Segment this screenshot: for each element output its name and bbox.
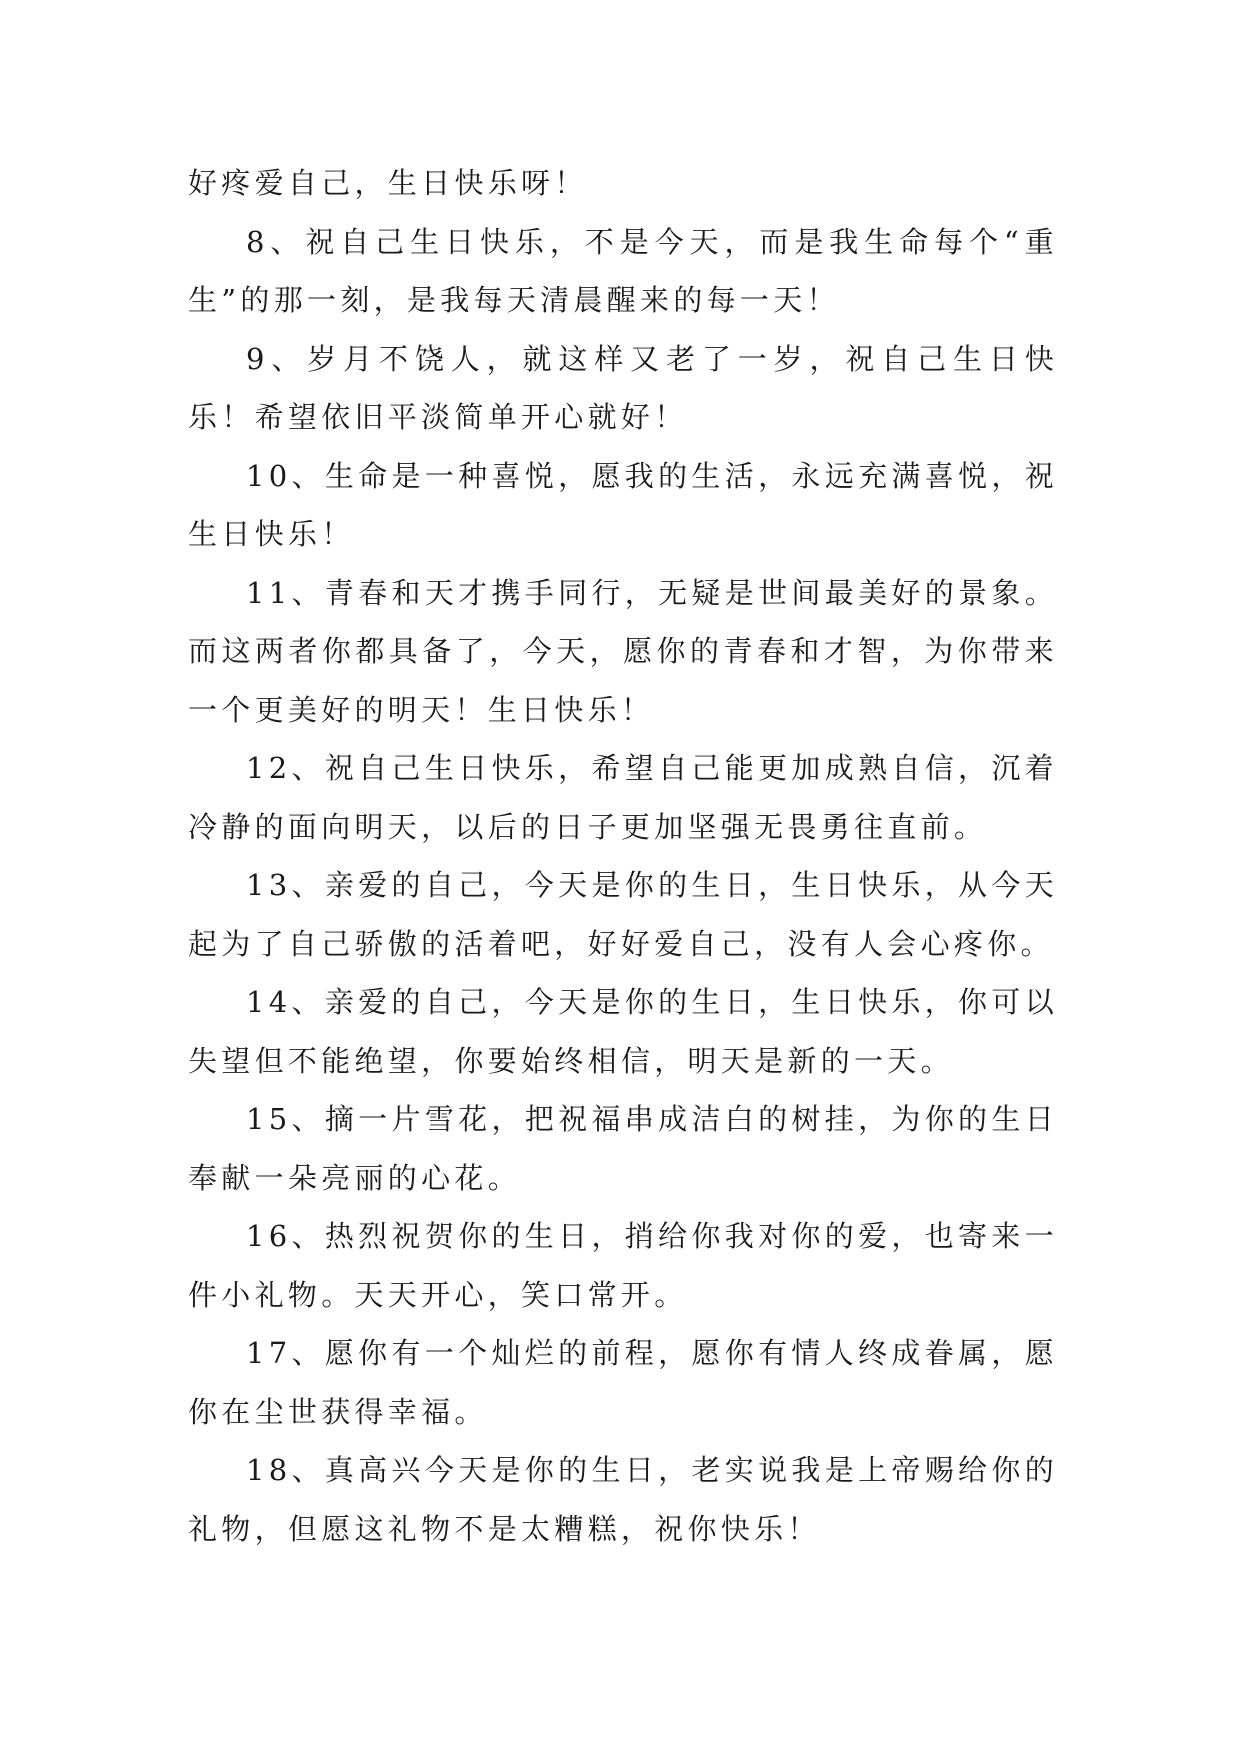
paragraph-continuation: 好疼爱自己，生日快乐呀！ — [188, 166, 588, 200]
paragraph-wish-8: 8、祝自己生日快乐，不是今天，而是我生命每个“重生”的那一刻，是我每天清晨醒来的每一天！ — [188, 224, 1058, 317]
paragraph-wish-15: 15、摘一片雪花，把祝福串成洁白的树挂，为你的生日奉献一朵亮丽的心花。 — [188, 1102, 1058, 1195]
paragraph-wish-10: 10、生命是一种喜悦，愿我的生活，永远充满喜悦，祝生日快乐！ — [188, 458, 1058, 551]
paragraph-wish-13: 13、亲爱的自己，今天是你的生日，生日快乐，从今天起为了自己骄傲的活着吧，好好爱自己，没有人会心疼你。 — [188, 868, 1058, 961]
paragraph-wish-17: 17、愿你有一个灿烂的前程，愿你有情人终成眷属，愿你在尘世获得幸福。 — [188, 1336, 1058, 1429]
paragraph-wish-14: 14、亲爱的自己，今天是你的生日，生日快乐，你可以失望但不能绝望，你要始终相信，明天是新的一天。 — [188, 985, 1058, 1078]
paragraph-wish-9: 9、岁月不饶人，就这样又老了一岁，祝自己生日快乐！希望依旧平淡简单开心就好！ — [188, 341, 1058, 434]
paragraph-wish-18: 18、真高兴今天是你的生日，老实说我是上帝赐给你的礼物，但愿这礼物不是太糟糕，祝你快乐！ — [188, 1453, 1058, 1546]
paragraph-wish-12: 12、祝自己生日快乐，希望自己能更加成熟自信，沉着冷静的面向明天，以后的日子更加坚强无畏勇往直前。 — [188, 751, 1058, 844]
paragraph-wish-11: 11、青春和天才携手同行，无疑是世间最美好的景象。而这两者你都具备了，今天，愿你的青春和才智，为你带来一个更美好的明天！生日快乐！ — [188, 575, 1058, 727]
document-body — [188, 154, 1058, 1558]
paragraph-wish-16: 16、热烈祝贺你的生日，捎给你我对你的爱，也寄来一件小礼物。天天开心，笑口常开。 — [188, 1219, 1058, 1312]
